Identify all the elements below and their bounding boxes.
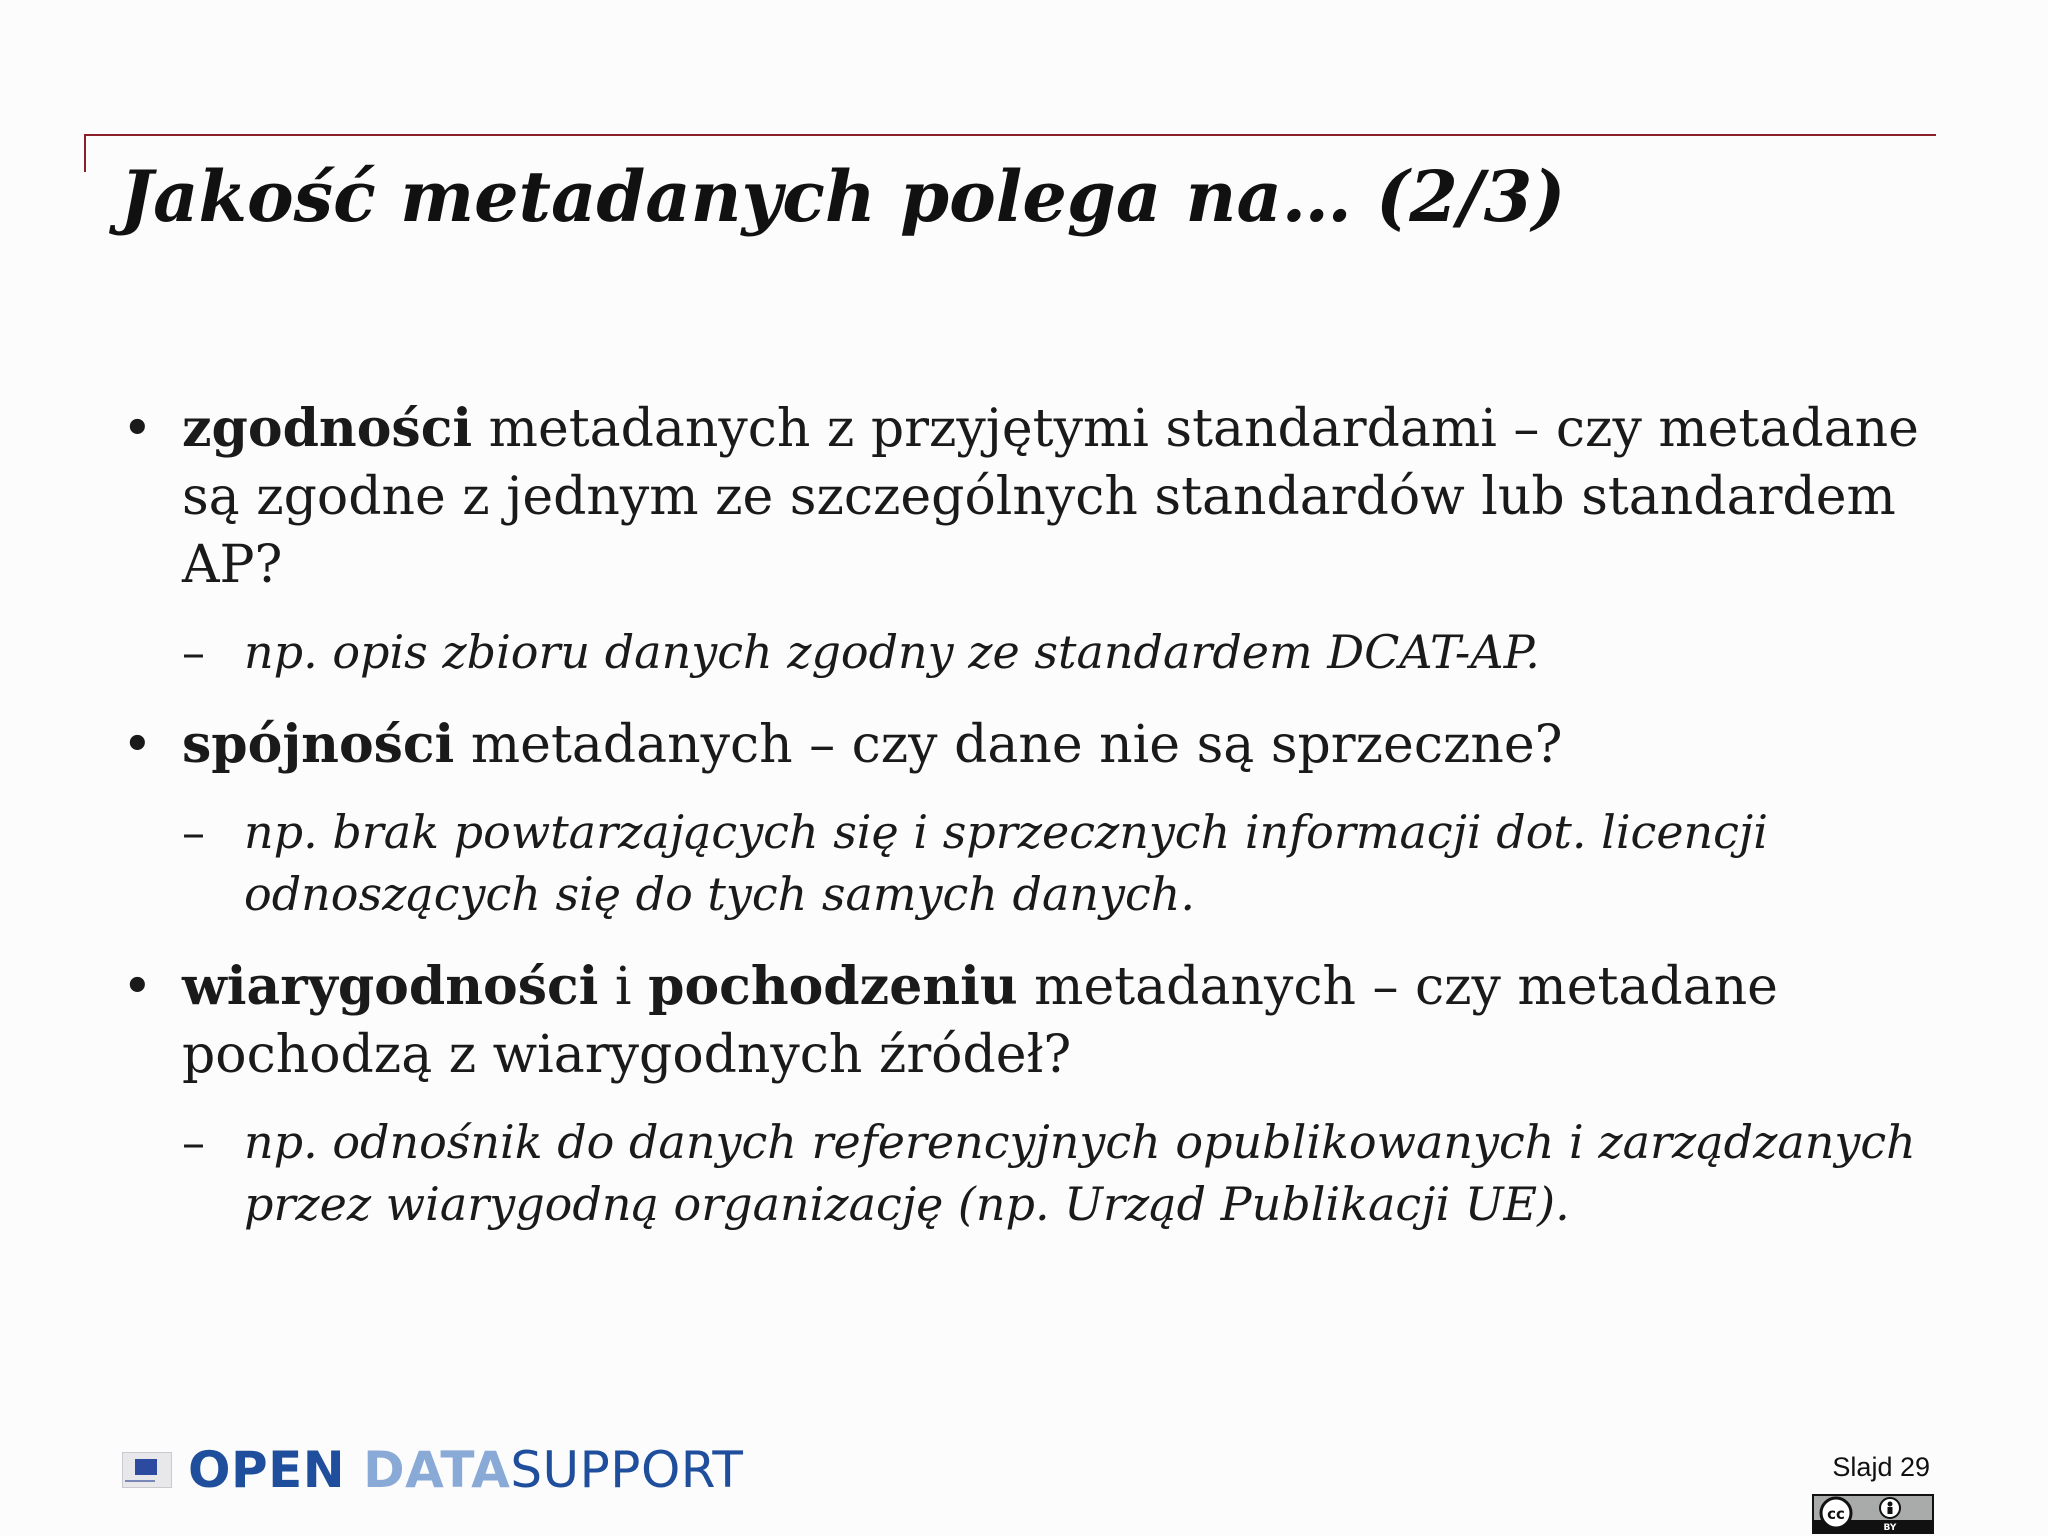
bullet-item [120, 395, 1950, 599]
bullet-keyword: zgodności [182, 398, 473, 459]
svg-text:cc: cc [1827, 1505, 1845, 1523]
sub-bullet-item [120, 621, 1950, 683]
bullet-text: metadanych – czy metadane pochodzą z wiarygodnych źródeł? [182, 957, 1778, 1085]
sub-bullet-text: np. odnośnik do danych referencyjnych opublikowanych i zarządzanych przez wiarygodną organizację (np. Urząd Publikacji UE). [244, 1115, 1916, 1231]
sub-bullet-dash: – [182, 1115, 205, 1169]
bullet-keyword: pochodzeniu [648, 956, 1018, 1017]
sub-bullet-dash: – [182, 805, 205, 859]
cc-by-icon [1812, 1494, 1934, 1534]
slide-content [120, 395, 1950, 1235]
bullet-item [120, 953, 1950, 1089]
sub-bullet-dash: – [182, 625, 205, 679]
open-data-support-logo [122, 1440, 743, 1500]
eu-flag-icon [122, 1452, 172, 1488]
sub-bullet-item [120, 1111, 1950, 1235]
bullet-text: i [598, 957, 649, 1017]
title-rule-tick [84, 134, 86, 172]
slide-number: Slajd 29 [1832, 1452, 1930, 1482]
sub-bullet-item [120, 801, 1950, 925]
bullet-text: metadanych – czy dane nie są sprzeczne? [454, 715, 1563, 775]
bullet-text: metadanych z przyjętymi standardami – czy metadane są zgodne z jednym ze szczególnych standardów lub standardem AP? [182, 399, 1919, 595]
bullet-keyword: wiarygodności [182, 956, 599, 1017]
bullet-dot: • [122, 957, 153, 1017]
title-rule [84, 134, 1936, 136]
bullet-keyword: spójności [182, 714, 455, 775]
sub-bullet-text: np. brak powtarzających się i sprzecznych informacji dot. licencji odnoszących się do tych samych danych. [244, 805, 1768, 921]
bullet-item [120, 711, 1950, 779]
bullet-dot: • [122, 399, 153, 459]
svg-text:BY: BY [1883, 1523, 1897, 1532]
bullet-dot: • [122, 715, 153, 775]
sub-bullet-text: np. opis zbioru danych zgodny ze standardem DCAT-AP. [244, 625, 1540, 679]
brand-wordmark: OPEN DATASUPPORT [188, 1441, 744, 1499]
slide-title: Jakość metadanych polega na… (2/3) [120, 155, 1566, 238]
